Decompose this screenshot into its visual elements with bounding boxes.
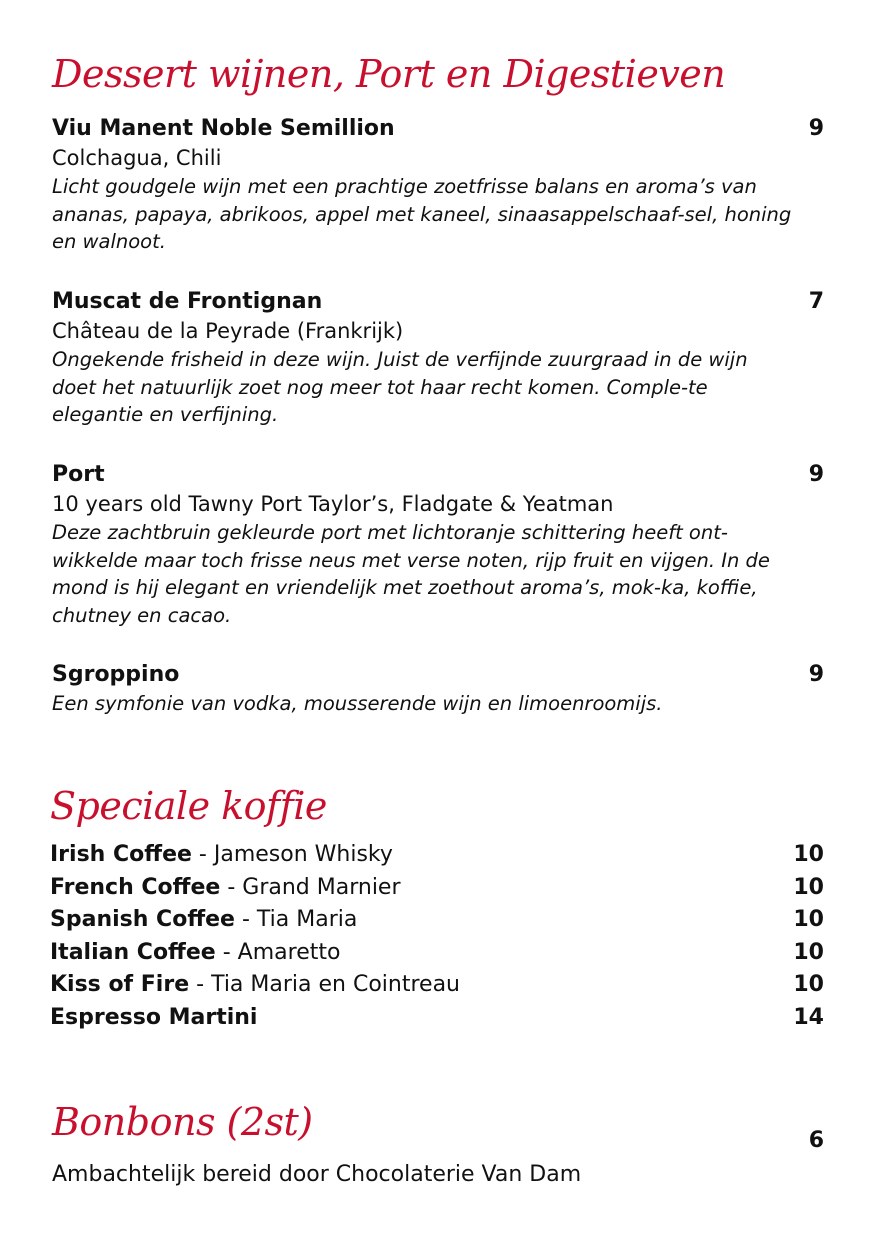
coffee-price: 10 <box>793 874 824 900</box>
coffee-separator: - <box>234 907 257 933</box>
item-price: 9 <box>808 462 824 487</box>
coffee-heading: Speciale koffie <box>50 784 327 828</box>
coffee-spirit: Jameson Whisky <box>213 842 393 867</box>
coffee-price: 14 <box>793 1004 824 1030</box>
coffee-item <box>50 972 824 1005</box>
item-description: Licht goudgele wijn met een prachtige zoetfrisse balans en aroma’s van ananas, papaya, abrikoos, appel met kaneel, sinaasappelschaaf-sel, honing en walnoot. <box>52 175 792 253</box>
coffee-spirit: Tia Maria <box>256 907 358 933</box>
menu-item <box>52 460 824 629</box>
item-description: Ongekende frisheid in deze wijn. Juist de verfijnde zuurgraad in de wijn doet het natuurlijk zoet nog meer tot haar recht komen. Comple-te elegantie en verfijning. <box>52 348 748 426</box>
coffee-price: 10 <box>793 972 824 998</box>
item-description: Deze zachtbruin gekleurde port met lichtoranje schittering heeft ont-wikkelde maar toch frisse neus met verse noten, rijp fruit en vijgen. In de mond is hij elegant en vriendelijk met zoethout aroma’s, mok-ka, koffie, chutney en cacao. <box>52 521 770 627</box>
coffee-item <box>50 1005 824 1038</box>
dessert-heading: Dessert wijnen, Port en Digestieven <box>52 52 726 96</box>
coffee-name: Italian Coffee <box>50 939 216 965</box>
coffee-item <box>50 940 824 973</box>
coffee-separator: - <box>189 972 212 998</box>
coffee-price: 10 <box>793 842 824 867</box>
item-origin: Colchagua, Chili <box>52 146 222 170</box>
coffee-item <box>50 907 824 940</box>
menu-item <box>52 287 824 429</box>
coffee-price: 10 <box>793 939 824 965</box>
coffee-name: Kiss of Fire <box>50 972 190 998</box>
coffee-item <box>50 875 824 908</box>
coffee-name: Espresso Martini <box>50 1004 258 1030</box>
coffee-separator: - <box>220 874 243 900</box>
coffee-spirit: Tia Maria en Cointreau <box>211 972 461 998</box>
item-name: Muscat de Frontignan <box>52 289 323 314</box>
item-name: Sgroppino <box>52 662 180 687</box>
coffee-name: Irish Coffee <box>50 842 192 867</box>
item-name: Port <box>52 462 105 487</box>
coffee-name: Spanish Coffee <box>50 907 235 933</box>
coffee-item <box>50 842 824 875</box>
item-price: 9 <box>808 116 824 141</box>
coffee-list <box>50 842 824 1038</box>
item-price: 7 <box>808 289 824 314</box>
item-price: 9 <box>808 662 824 687</box>
coffee-price: 10 <box>793 907 824 933</box>
item-description: Een symfonie van vodka, mousserende wijn en limoenroomijs. <box>52 692 663 715</box>
menu-item <box>52 660 824 718</box>
menu-item <box>52 114 824 256</box>
item-origin: 10 years old Tawny Port Taylor’s, Fladgate & Yeatman <box>52 492 614 516</box>
item-name: Viu Manent Noble Semillion <box>52 116 395 141</box>
bonbons-description: Ambachtelijk bereid door Chocolaterie Van Dam <box>52 1162 582 1187</box>
coffee-name: French Coffee <box>50 874 221 900</box>
coffee-spirit: Amaretto <box>237 939 341 965</box>
coffee-separator: - <box>191 842 214 867</box>
item-origin: Château de la Peyrade (Frankrijk) <box>52 319 404 343</box>
coffee-separator: - <box>215 939 238 965</box>
bonbons-price: 6 <box>808 1128 824 1153</box>
bonbons-heading: Bonbons (2st) <box>52 1100 313 1144</box>
coffee-spirit: Grand Marnier <box>242 874 401 900</box>
